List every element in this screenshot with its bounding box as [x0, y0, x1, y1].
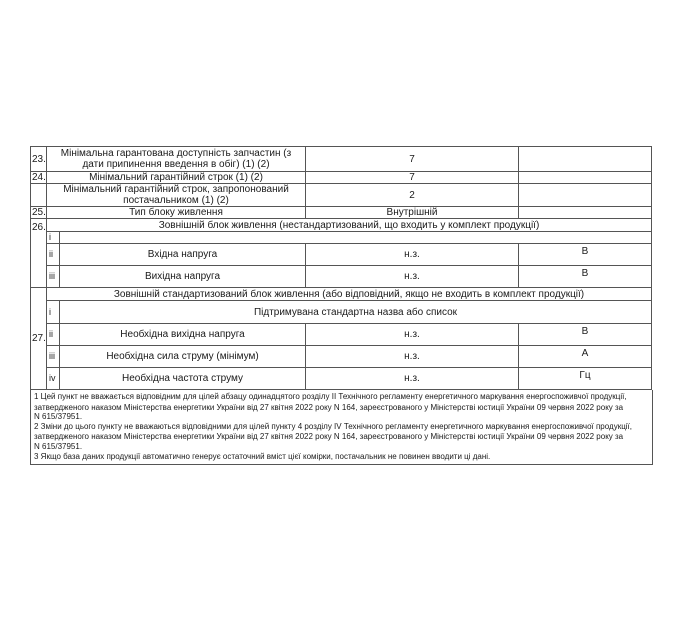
table-row	[31, 184, 652, 207]
row-value: н.з.	[306, 266, 519, 288]
row-value: н.з.	[306, 244, 519, 266]
table-row	[31, 368, 652, 390]
row-label: Мінімальний гарантійний строк (1) (2)	[47, 172, 306, 184]
footnotes	[30, 390, 653, 465]
row-number: 26.	[31, 219, 47, 288]
table-row	[31, 324, 652, 346]
row-label: Тип блоку живлення	[47, 207, 306, 219]
table-row	[31, 147, 652, 172]
row-number	[31, 184, 47, 207]
row-number: 25.	[32, 207, 46, 218]
row-number: 27.	[31, 288, 47, 390]
row-value: 2	[306, 184, 519, 207]
table-row	[31, 207, 652, 219]
row-unit: Гц	[519, 368, 652, 390]
footnote-2-cont: затвердженого наказом Міністерства енергетики України від 27 квітня 2022 року N 164, зареєстрованого у Міністерстві юстиції України 09 червня 2022 року за	[34, 432, 624, 442]
row-label: Необхідна сила струму (мінімум)	[60, 346, 306, 368]
product-parameters-table	[30, 146, 652, 390]
footnote-3: 3 Якщо база даних продукції автоматично генерує остаточний вміст цієї комірки, постачальник не повинен вводити ці дані.	[34, 451, 491, 461]
row-label	[60, 232, 652, 244]
sub-index: ii	[47, 244, 60, 266]
table-row	[31, 288, 652, 301]
row-number: 24.	[32, 172, 46, 183]
sub-index: i	[47, 301, 60, 324]
row-label: Вихідна напруга	[60, 266, 306, 288]
footnote-1-ref: N 615/37951.	[34, 412, 83, 422]
row-unit	[519, 207, 652, 219]
row-unit: В	[519, 266, 652, 288]
row-number: 23.	[31, 147, 47, 172]
table-row	[31, 266, 652, 288]
row-value: н.з.	[306, 346, 519, 368]
table-row	[31, 346, 652, 368]
sub-index: iv	[47, 368, 60, 390]
row-value: 7	[306, 147, 519, 172]
row-value: Внутрішній	[306, 207, 519, 219]
row-unit	[519, 184, 652, 207]
sub-index: iii	[47, 346, 60, 368]
footnote-1: 1 Цей пункт не вважається відповідним для цілей абзацу одинадцятого розділу II Технічного регламенту енергетичного маркування енергоспоживчої продукції,	[34, 392, 627, 401]
footnote-2-ref: N 615/37951.	[34, 441, 83, 451]
table-row	[31, 301, 652, 324]
table-row	[31, 172, 652, 184]
section-header: Зовнішній стандартизований блок живлення (або відповідний, якщо не входить в комплект продукції)	[47, 288, 652, 301]
sub-index: i	[47, 232, 60, 244]
row-label: Необхідна частота струму	[60, 368, 306, 390]
table-row	[31, 244, 652, 266]
sub-index: ii	[47, 324, 60, 346]
row-label: Необхідна вихідна напруга	[60, 324, 306, 346]
table-row	[31, 232, 652, 244]
row-label: Мінімальний гарантійний строк, запропонований постачальником (1) (2)	[47, 184, 306, 207]
sub-index: iii	[47, 266, 60, 288]
footnote-1-cont: затвердженого наказом Міністерства енергетики України від 27 квітня 2022 року N 164, зареєстрованого у Міністерстві юстиції України 09 червня 2022 року за	[34, 402, 624, 412]
row-unit	[519, 172, 652, 184]
row-value: 7	[306, 172, 519, 184]
table-row	[31, 219, 652, 232]
row-value: н.з.	[306, 368, 519, 390]
footnote-2: 2 Зміни до цього пункту не вважаються відповідними для цілей пункту 4 розділу IV Технічного регламенту енергетичного маркування енергоспоживчої продукції,	[34, 421, 633, 431]
row-value: н.з.	[306, 324, 519, 346]
product-info-sheet	[30, 146, 651, 465]
row-unit: В	[519, 244, 652, 266]
row-unit: А	[519, 346, 652, 368]
section-header: Зовнішній блок живлення (нестандартизований, що входить у комплект продукції)	[47, 219, 652, 232]
row-unit: В	[519, 324, 652, 346]
row-label: Вхідна напруга	[60, 244, 306, 266]
row-label: Підтримувана стандартна назва або список	[60, 301, 652, 324]
row-label: Мінімальна гарантована доступність запчастин (з дати припинення введення в обіг) (1) (2)	[47, 147, 306, 172]
row-unit	[519, 147, 652, 172]
